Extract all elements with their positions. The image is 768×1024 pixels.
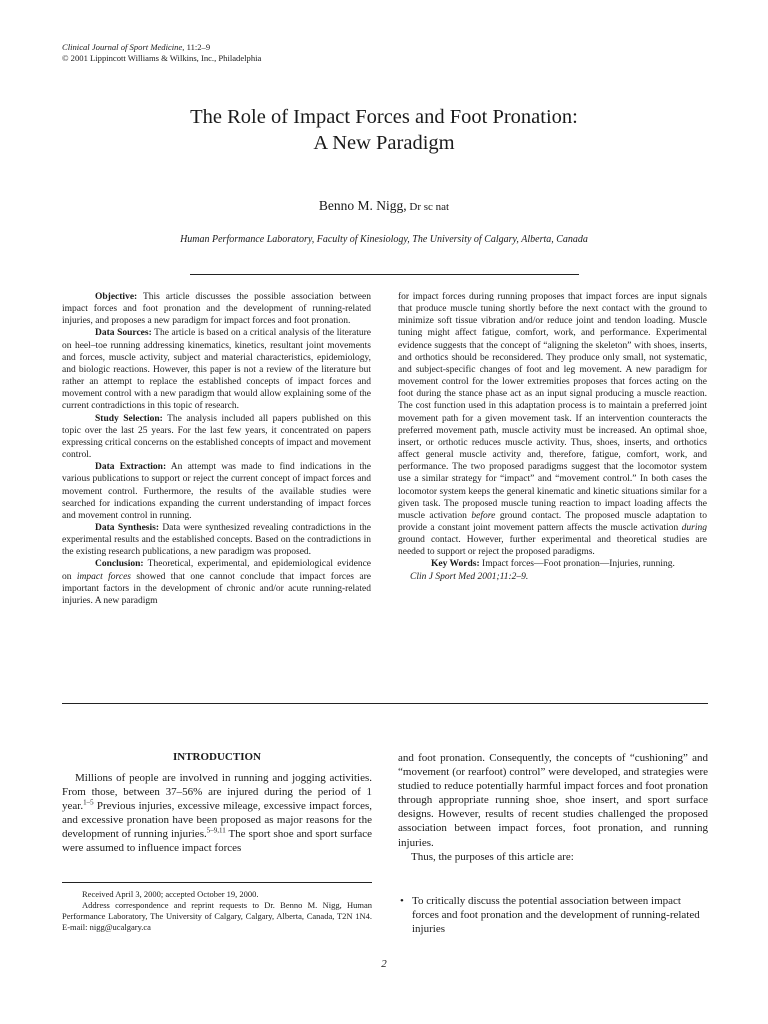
author-degree: Dr sc nat [406,201,450,213]
abstract-conclusion-continued: for impact forces during running proposes that impact forces are input signals that produce muscle tuning shortly before the next contact with the ground to minimize soft tissue vibration and/or reduce joint and tendon loading. Muscle tuning might affect fatigue, comfort, work, and performance. Experimental evidence suggests that the concept of “aligning the skeleton” with shoes, inserts, and orthotics should be reconsidered. They produce only small, not systematic, and subject-specific changes of foot and leg movement. A new paradigm for movement control for the lower extremities proposes that forces acting on the foot during the stance phase act as an input signal producing a muscle reaction. The cost function used in this adaptation process is to maintain a preferred joint movement path for a given movement task. If an intervention counteracts the preferred movement path, muscle activity must be increased. An optimal shoe, insert, or orthotic reduces muscle activity. Thus, shoes, inserts, and orthotics affect general muscle activity and, therefore, fatigue, comfort, work, and performance. The two proposed paradigms suggest that the locomotor system use a similar strategy for “impact” and “movement control.” In both cases the locomotor system keeps the general kinematic and kinetic situations similar for a given task. The proposed muscle tuning reaction to impact loading affects the muscle activation before ground contact. The proposed muscle adaptation to provide a constant joint movement pattern affects the muscle activation during ground contact. However, further experimental and theoretical studies are needed to support or reject the proposed paradigms. [398,292,707,558]
page-number: 2 [381,958,387,970]
abstract-data-sources: Data Sources: The article is based on a critical analysis of the literature on heel–toe running addressing kinematics, kinetics, resultant joint movements and forces, muscle activity, subject and material characteristics, epidemiology, and biologic reactions. However, this paper is not a review of the literature but rather an attempt to replace the established concepts of impact forces and movement control with a new paradigm that would allow explaining some of the current contradictions in this topic of research. [62,328,371,412]
footnote-address: Address correspondence and reprint requests to Dr. Benno M. Nigg, Human Performance Laboratory, The University of Calgary, Calgary, Alberta, Canada, T2N 1N4. E-mail: nigg@ucalgary.ca [62,900,372,932]
author-name: Benno M. Nigg, [318,198,407,213]
abstract-right-column [398,291,707,583]
abstract-data-extraction: Data Extraction: An attempt was made to find indications in the various publications to support or reject the current concept of impact forces and movement control. Furthermore, the results of the available studies were searched for indications expanding the current understanding of impact forces and movement control in running. [62,462,371,521]
abstract-citation: Clin J Sport Med 2001;11:2–9. [410,571,529,582]
article-title [0,104,768,156]
section-heading-introduction: INTRODUCTION [172,751,261,763]
journal-header [62,42,261,64]
citation-superscript: 1–5 [83,798,94,807]
journal-volume: , 11:2–9 [182,42,211,52]
introduction-left-column [62,771,372,856]
footnote [62,889,372,933]
abstract-objective: Objective: This article discusses the possible association between impact forces and foot pronation and the development of running-related injuries, and proposes a new paradigm for impact forces and foot pronation. [62,292,371,327]
journal-name: Clinical Journal of Sport Medicine [62,42,183,52]
purpose-text: To critically discuss the potential association between impact forces and foot pronation and the development of running-related injuries [412,895,700,936]
abstract-left-column [62,291,371,607]
citation-superscript: 5–9,11 [206,826,226,835]
title-line-2: A New Paradigm [313,132,455,154]
purpose-list-item [398,894,708,936]
intro-paragraph-1: Millions of people are involved in running and jogging activities. From those, between 37–56% are injured during the period of 1 year.$^{1-5}$ Previous injuries, excessive mileage, excessive impact forces, and excessive pronation have been proposed as major reasons for the development of running injuries.$^{5-9,11}$ The sport shoe and sport surface were assumed to influence impact forces [62,772,372,855]
abstract-keywords: Key Words: Impact forces—Foot pronation—Injuries, running. [431,559,675,570]
author-line [0,198,768,214]
bullet-marker: • [400,895,404,907]
footnote-divider [62,882,372,883]
journal-copyright: © 2001 Lippincott Williams & Wilkins, Inc., Philadelphia [62,53,262,63]
intro-paragraph-1-continued: and foot pronation. Consequently, the concepts of “cushioning” and “movement (or rearfoot) control” were developed, and strategies were studied to reduce potentially harmful impact forces and foot pronation through appropriate running shoe, shoe insert, and sport surface designs. However, results of recent studies challenged the proposed association between impact forces, foot pronation, and running injuries. [398,752,708,849]
title-divider [190,274,579,275]
abstract-conclusion: Conclusion: Theoretical, experimental, and epidemiological evidence on impact forces showed that one cannot conclude that impact forces are important factors in the development of chronic and/or acute running-related injuries. A new paradigm [62,559,371,606]
footnote-received: Received April 3, 2000; accepted October 19, 2000. [82,889,259,899]
affiliation: Human Performance Laboratory, Faculty of Kinesiology, The University of Calgary, Alberta, Canada [180,234,588,245]
abstract-divider [62,703,708,704]
introduction-right-column [398,751,708,864]
abstract-study-selection: Study Selection: The analysis included all papers published on this topic over the last 25 years. For the last few years, it concentrated on papers expressing critical concerns on the established concepts of impact and movement control. [62,413,371,461]
abstract-data-synthesis: Data Synthesis: Data were synthesized revealing contradictions in the experimental results and the established concepts. Based on the contradictions in the existing research publications, a new paradigm was proposed. [62,522,372,558]
intro-paragraph-2: Thus, the purposes of this article are: [411,850,574,863]
title-line-1: The Role of Impact Forces and Foot Pronation: [190,106,578,128]
